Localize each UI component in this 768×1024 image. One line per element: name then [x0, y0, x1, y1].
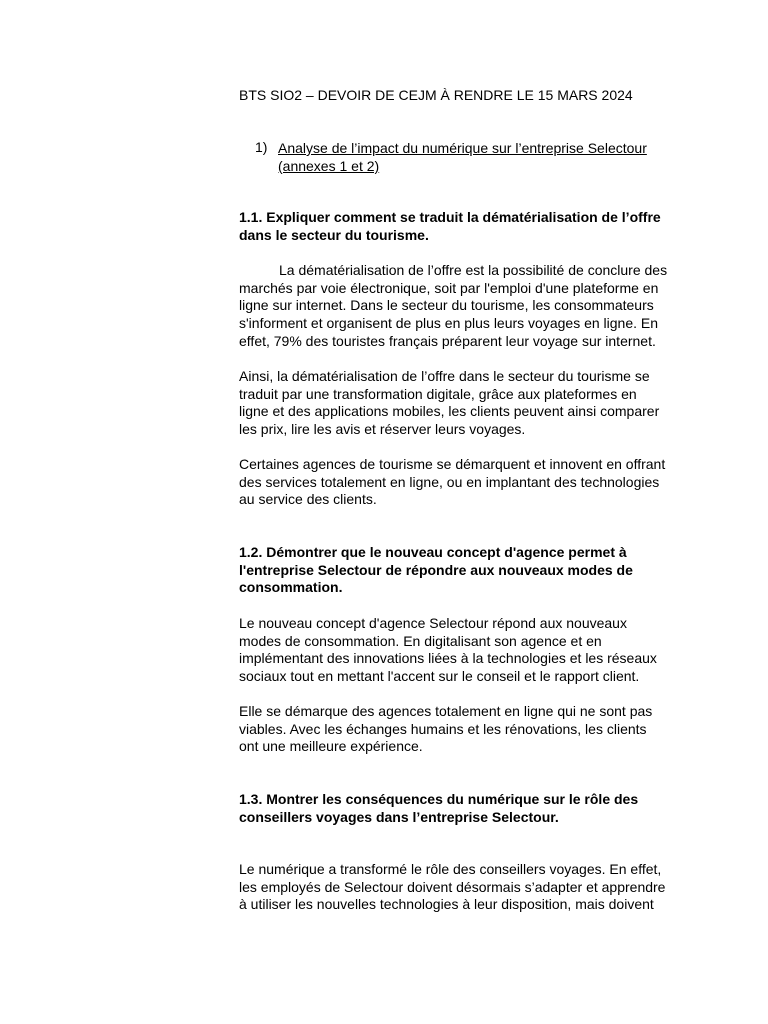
heading-line: dans le secteur du tourisme.: [239, 226, 429, 243]
paragraph-line: ligne sur internet. Dans le secteur du tourisme, les consommateurs: [239, 297, 654, 314]
paragraph-line: modes de consommation. En digitalisant son agence et en: [239, 632, 602, 649]
paragraph: [239, 703, 652, 756]
paragraph-line: les employés de Selectour doivent désormais s’adapter et apprendre: [239, 878, 666, 895]
heading-line: 1.1. Expliquer comment se traduit la dématérialisation de l’offre: [239, 209, 661, 225]
heading-line: consommation.: [239, 579, 343, 596]
paragraph: [239, 861, 665, 914]
paragraph-line: ligne et des applications mobiles, les clients peuvent ainsi comparer: [239, 403, 660, 420]
heading-line: 1.3. Montrer les conséquences du numérique sur le rôle des: [239, 791, 639, 807]
paragraph-line: des services totalement en ligne, ou en implantant des technologies: [239, 473, 660, 490]
paragraph-line: viables. Avec les échanges humains et les rénovations, les clients: [239, 720, 647, 737]
paragraph-line: Le numérique a transformé le rôle des conseillers voyages. En effet,: [239, 861, 662, 877]
paragraph-line: Ainsi, la dématérialisation de l’offre dans le secteur du tourisme se: [239, 368, 650, 384]
paragraph-line: s'informent et organisent de plus en plus leurs voyages en ligne. En: [239, 315, 659, 332]
heading-line: conseillers voyages dans l’entreprise Selectour.: [239, 808, 559, 825]
list-item-line: Analyse de l’impact du numérique sur l’entreprise Selectour: [278, 140, 647, 156]
paragraph: [239, 368, 659, 439]
section-heading-1-3: [239, 791, 638, 826]
paragraph-line: traduit par une transformation digitale, grâce aux plateformes en: [239, 385, 637, 402]
paragraph: [239, 262, 667, 351]
paragraph-line: sociaux tout en mettant l'accent sur le conseil et le rapport client.: [239, 668, 640, 685]
paragraph-line: à utiliser les nouvelles technologies à leur disposition, mais doivent: [239, 896, 654, 913]
list-item-line: (annexes 1 et 2): [278, 158, 380, 174]
paragraph: [239, 456, 665, 509]
paragraph-line: au service des clients.: [239, 491, 377, 508]
paragraph-line: La dématérialisation de l’offre est la possibilité de conclure des: [279, 262, 668, 278]
paragraph-line: ont une meilleure expérience.: [239, 738, 423, 755]
paragraph-line: Le nouveau concept d'agence Selectour répond aux nouveaux: [239, 615, 627, 631]
paragraph-line: effet, 79% des touristes français préparent leur voyage sur internet.: [239, 332, 656, 349]
section-heading-1-2: [239, 544, 633, 597]
paragraph-line: Certaines agences de tourisme se démarquent et innovent en offrant: [239, 456, 666, 472]
list-number: 1): [255, 139, 268, 155]
section-heading-1-1: [239, 209, 661, 244]
paragraph-line: les prix, lire les avis et réserver leurs voyages.: [239, 421, 526, 438]
paragraph-line: marchés par voie électronique, soit par l'emploi d'une plateforme en: [239, 279, 659, 296]
paragraph-line: implémentant des innovations liées à la technologies et les réseaux: [239, 650, 657, 667]
document-title: BTS SIO2 – DEVOIR DE CEJM À RENDRE LE 15 MARS 2024: [239, 87, 633, 103]
paragraph-line: Elle se démarque des agences totalement en ligne qui ne sont pas: [239, 703, 653, 719]
paragraph: [239, 615, 657, 686]
list-item-text: [278, 139, 647, 175]
heading-line: l'entreprise Selectour de répondre aux nouveaux modes de: [239, 561, 633, 578]
heading-line: 1.2. Démontrer que le nouveau concept d'agence permet à: [239, 544, 627, 560]
